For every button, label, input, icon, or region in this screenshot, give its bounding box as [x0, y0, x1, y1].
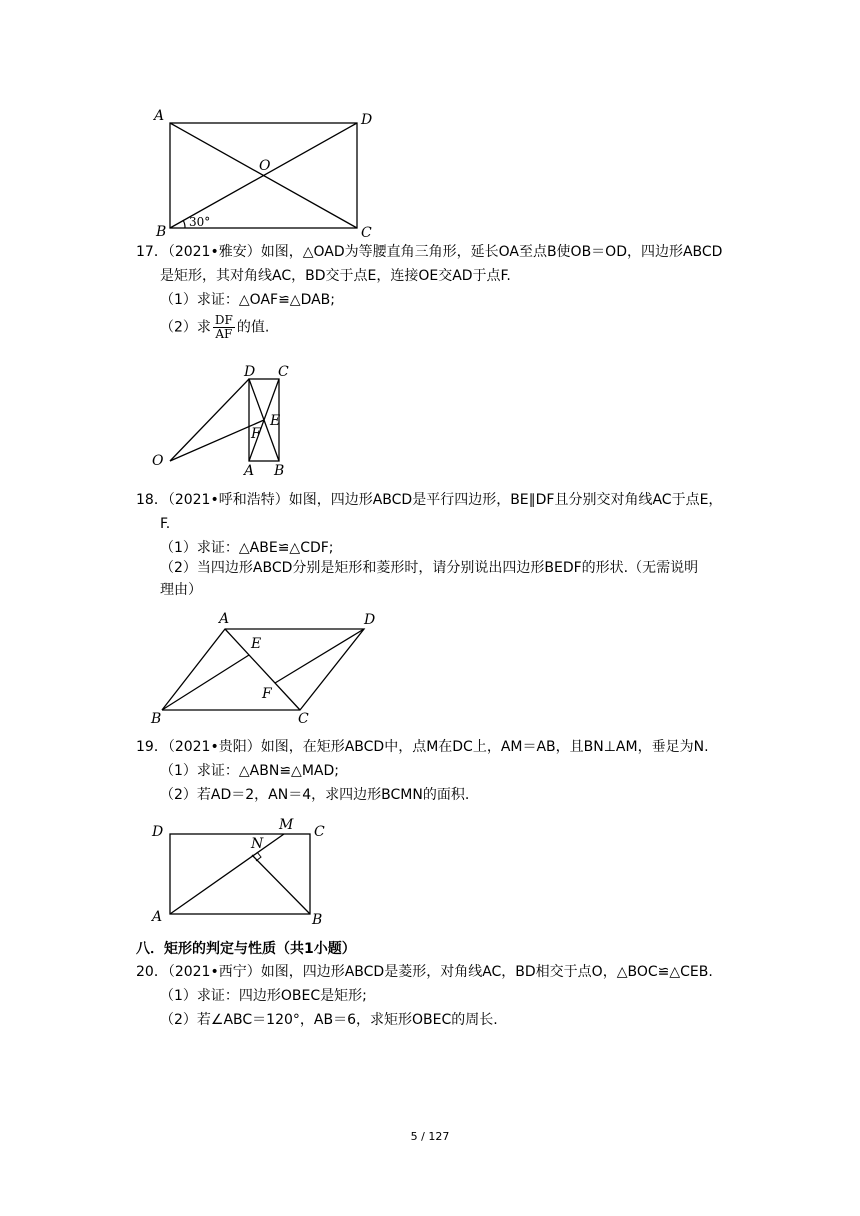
label-d: D [152, 824, 164, 840]
q17-part1: （1）求证：△OAF≌△DAB; [160, 292, 336, 308]
label-f: F [251, 426, 261, 442]
fraction-denominator: AF [215, 327, 233, 341]
label-c: C [314, 824, 325, 840]
label-b: B [156, 224, 167, 240]
q20-stem-line1: 20．（2021•西宁）如图，四边形ABCD是菱形，对角线AC，BD相交于点O，△BOC≌△CEB. [136, 964, 713, 980]
label-c: C [298, 711, 309, 727]
label-f: F [262, 686, 272, 702]
q17-stem-line1: 17．（2021•雅安）如图，△OAD为等腰直角三角形，延长OA至点B使OB＝OD，四边形ABCD [136, 244, 723, 260]
fraction-numerator: DF [214, 313, 233, 327]
label-d: D [361, 112, 373, 128]
q19-part2: （2）若AD＝2，AN＝4，求四边形BCMN的面积. [160, 787, 470, 803]
q19-part1: （1）求证：△ABN≌△MAD; [160, 763, 339, 779]
label-angle: 30° [189, 215, 211, 229]
label-a: A [152, 909, 163, 925]
q18-part1: （1）求证：△ABE≌△CDF; [160, 540, 334, 556]
label-a: A [219, 611, 230, 627]
label-b: B [274, 463, 285, 479]
q19-stem-line1: 19．（2021•贵阳）如图，在矩形ABCD中，点M在DC上，AM＝AB，且BN⊥AM，垂足为N. [136, 739, 709, 755]
section-title: 八．矩形的判定与性质（共1小题） [136, 941, 356, 957]
q17-part2-suffix: 的值. [236, 319, 270, 336]
label-o: O [152, 453, 164, 469]
q17-stem-line2: 是矩形，其对角线AC，BD交于点E，连接OE交AD于点F. [160, 268, 511, 284]
label-e: E [251, 636, 262, 652]
figure-rectangle-abcd-mn [148, 812, 348, 930]
label-e: E [270, 413, 281, 429]
label-b: B [312, 912, 323, 928]
label-d: D [244, 364, 256, 380]
q18-part2-line2: 理由） [160, 582, 202, 598]
label-c: C [278, 364, 289, 380]
q18-stem-line1: 18．（2021•呼和浩特）如图，四边形ABCD是平行四边形，BE∥DF且分别交对角线AC于点E， [136, 492, 723, 508]
label-n: N [251, 836, 264, 852]
figure-q17 [148, 362, 308, 480]
label-m: M [279, 817, 294, 833]
label-a: A [244, 463, 255, 479]
q17-part2-prefix: （2）求 [160, 319, 211, 336]
q18-stem-line2: F. [160, 516, 171, 532]
label-d: D [364, 612, 376, 628]
figure-rectangle-abcd-30deg [150, 106, 380, 240]
figure-parallelogram-abcd [145, 606, 385, 726]
q20-part2: （2）若∠ABC＝120°，AB＝6，求矩形OBEC的周长. [160, 1012, 498, 1028]
label-o: O [259, 158, 271, 174]
q17-fraction [213, 314, 235, 341]
q20-part1: （1）求证：四边形OBEC是矩形; [160, 988, 367, 1004]
q18-part2-line1: （2）当四边形ABCD分别是矩形和菱形时，请分别说出四边形BEDF的形状.（无需说明 [160, 560, 699, 576]
page-number: 5 / 127 [410, 1130, 450, 1143]
label-c: C [361, 225, 372, 241]
q17-part2 [160, 314, 269, 341]
label-a: A [154, 108, 165, 124]
label-b: B [151, 711, 162, 727]
